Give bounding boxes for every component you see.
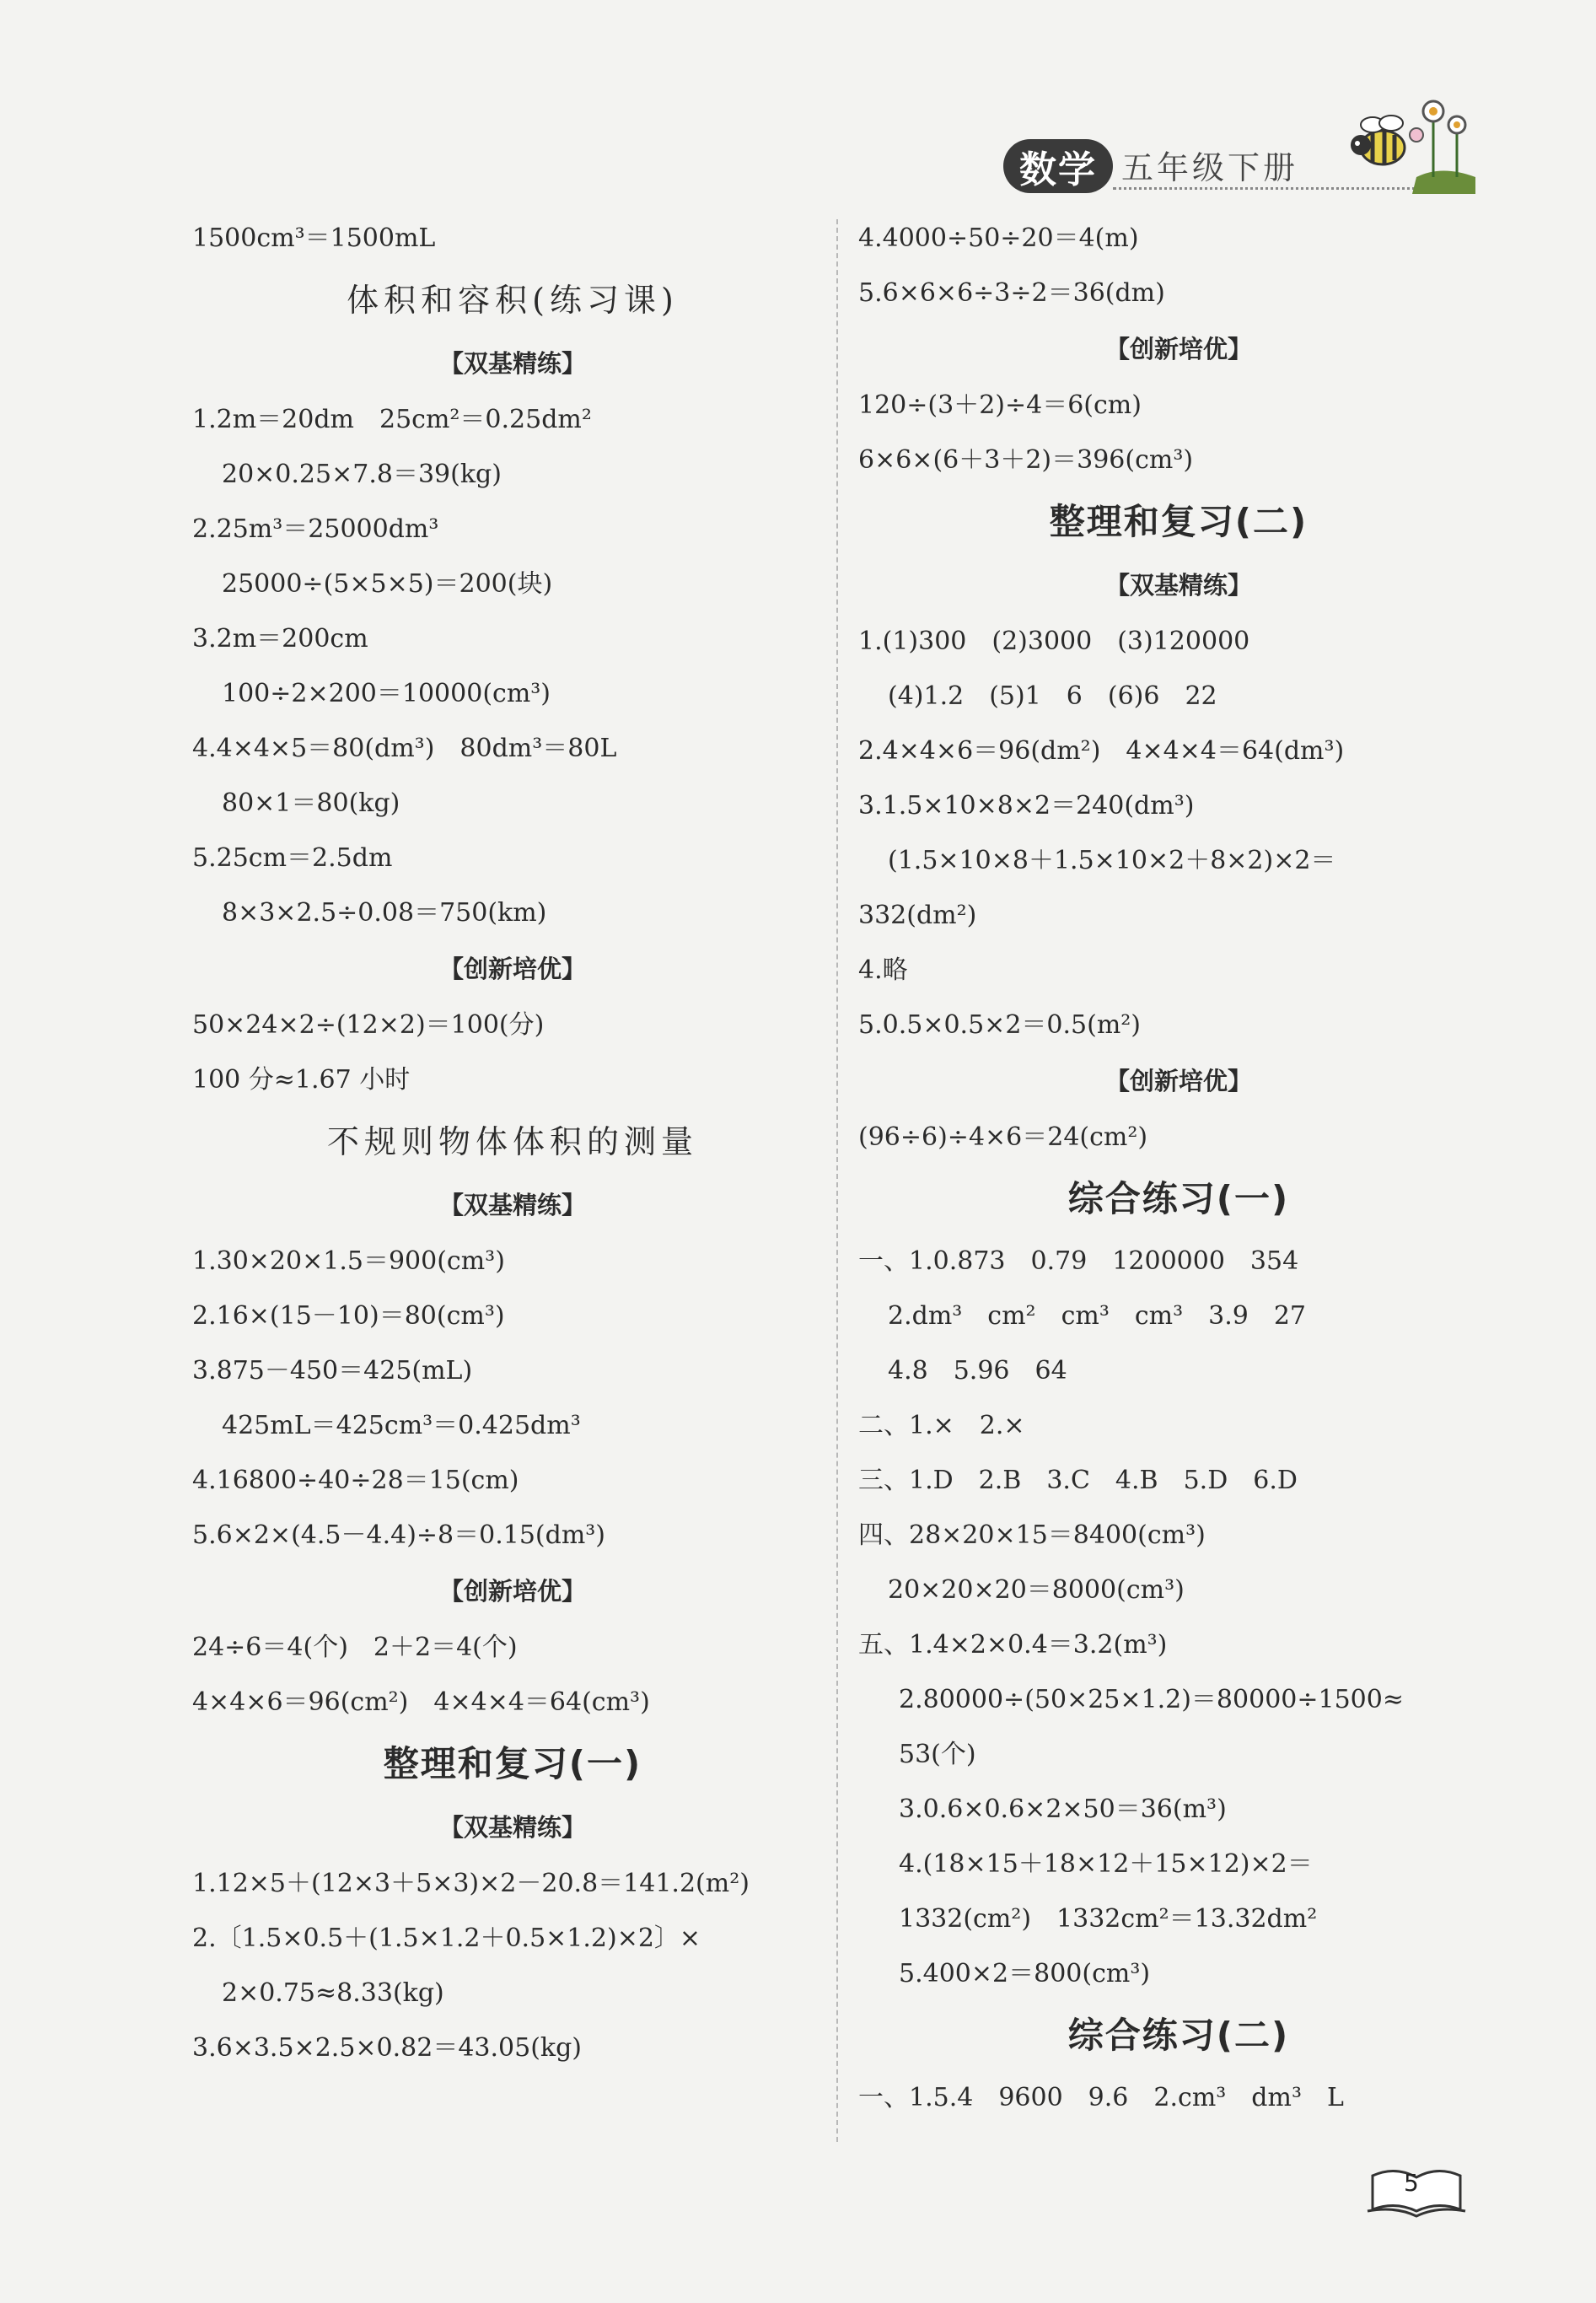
bee-flower-icon (1332, 84, 1484, 202)
answer-line: 80×1＝80(kg) (222, 788, 400, 818)
answer-line: 24÷6＝4(个) 2＋2＝4(个) (192, 1633, 518, 1662)
answer-line: 二、1.× 2.× (858, 1411, 1025, 1440)
answer-line: 2.4×4×6＝96(dm²) 4×4×4＝64(dm³) (858, 736, 1345, 766)
answer-line: 2.80000÷(50×25×1.2)＝80000÷1500≈ (899, 1685, 1404, 1714)
answer-line: 100 分≈1.67 小时 (192, 1065, 411, 1095)
section-title: 综合练习(一) (1067, 1178, 1290, 1219)
answer-line: 1500cm³＝1500mL (192, 223, 436, 253)
answer-line: 1.(1)300 (2)3000 (3)120000 (858, 627, 1250, 656)
answer-line: 5.400×2＝800(cm³) (899, 1959, 1151, 1988)
subsection-heading: 【双基精练】 (438, 1191, 586, 1219)
subsection-heading: 【双基精练】 (438, 1813, 586, 1842)
answer-line: 2×0.75≈8.33(kg) (222, 1978, 444, 2008)
answer-line: 一、1.0.873 0.79 1200000 354 (858, 1246, 1299, 1276)
answer-line: 6×6×(6＋3＋2)＝396(cm³) (858, 445, 1194, 475)
subsection-heading: 【创新培优】 (438, 955, 586, 983)
section-title: 整理和复习(二) (1049, 501, 1309, 542)
answer-line: 2.25m³＝25000dm³ (192, 514, 439, 544)
answer-line: 4.略 (858, 955, 908, 985)
answer-line: 3.6×3.5×2.5×0.82＝43.05(kg) (192, 2033, 583, 2063)
book-header (995, 93, 1484, 202)
answer-line: 2.dm³ cm² cm³ cm³ 3.9 27 (888, 1301, 1307, 1331)
answer-line: 100÷2×200＝10000(cm³) (222, 679, 551, 708)
answer-line: 1.30×20×1.5＝900(cm³) (192, 1246, 505, 1276)
answer-line: 20×20×20＝8000(cm³) (888, 1575, 1185, 1605)
answer-line: 5.25cm＝2.5dm (192, 843, 393, 873)
answer-line: 5.0.5×0.5×2＝0.5(m²) (858, 1010, 1141, 1040)
answer-line: 3.875－450＝425(mL) (192, 1356, 473, 1386)
answer-line: 4.8 5.96 64 (888, 1356, 1067, 1386)
subject-badge: 数学 (1003, 139, 1113, 193)
answer-line: (1.5×10×8＋1.5×10×2＋8×2)×2＝ (888, 846, 1336, 875)
answer-line: 三、1.D 2.B 3.C 4.B 5.D 6.D (858, 1466, 1298, 1495)
column-divider (836, 219, 840, 2142)
answer-line: 120÷(3＋2)÷4＝6(cm) (858, 390, 1142, 420)
answer-line: 8×3×2.5÷0.08＝750(km) (222, 898, 547, 928)
answer-line: 25000÷(5×5×5)＝200(块) (222, 569, 553, 599)
answer-line: 五、1.4×2×0.4＝3.2(m³) (858, 1630, 1168, 1660)
answer-line: 3.1.5×10×8×2＝240(dm³) (858, 791, 1195, 821)
answer-line: 20×0.25×7.8＝39(kg) (222, 460, 502, 489)
answer-line: 1332(cm²) 1332cm²＝13.32dm² (899, 1904, 1318, 1934)
answer-line: 3.0.6×0.6×2×50＝36(m³) (899, 1795, 1227, 1824)
answer-line: 4×4×6＝96(cm²) 4×4×4＝64(cm³) (192, 1687, 650, 1717)
answer-line: 332(dm²) (858, 901, 977, 930)
section-title: 整理和复习(一) (383, 1743, 642, 1784)
answer-line: (96÷6)÷4×6＝24(cm²) (858, 1122, 1148, 1152)
answer-line: 2.〔1.5×0.5＋(1.5×1.2＋0.5×1.2)×2〕× (192, 1924, 701, 1953)
subsection-heading: 【双基精练】 (438, 349, 586, 378)
answer-line: 50×24×2÷(12×2)＝100(分) (192, 1010, 545, 1040)
answer-line: 4.16800÷40÷28＝15(cm) (192, 1466, 519, 1495)
section-title: 综合练习(二) (1067, 2015, 1290, 2056)
answer-line: 4.(18×15＋18×12＋15×12)×2＝ (899, 1849, 1313, 1879)
subsection-heading: 【创新培优】 (1104, 1067, 1252, 1095)
page-number: 5 (1404, 2169, 1419, 2197)
section-title: 不规则物体体积的测量 (326, 1123, 698, 1160)
grade-label: 五年级下册 (1121, 149, 1299, 186)
section-title: 体积和容积(练习课) (347, 282, 679, 319)
answer-line: 一、1.5.4 9600 9.6 2.cm³ dm³ L (858, 2083, 1344, 2112)
answer-line: 4.4000÷50÷20＝4(m) (858, 223, 1139, 253)
answer-line: 5.6×2×(4.5－4.4)÷8＝0.15(dm³) (192, 1520, 606, 1550)
answer-line: (4)1.2 (5)1 6 (6)6 22 (888, 681, 1217, 711)
answer-line: 4.4×4×5＝80(dm³) 80dm³＝80L (192, 734, 617, 763)
answer-line: 425mL＝425cm³＝0.425dm³ (222, 1411, 581, 1440)
subsection-heading: 【创新培优】 (438, 1577, 586, 1606)
answer-line: 四、28×20×15＝8400(cm³) (858, 1520, 1206, 1550)
answer-line: 1.12×5＋(12×3＋5×3)×2－20.8＝141.2(m²) (192, 1869, 750, 1898)
page-number-badge (1366, 2159, 1467, 2218)
answer-line: 3.2m＝200cm (192, 624, 368, 654)
answer-line: 2.16×(15－10)＝80(cm³) (192, 1301, 505, 1331)
answer-line: 1.2m＝20dm 25cm²＝0.25dm² (192, 405, 592, 434)
left-column (192, 211, 833, 2075)
answer-line: 53(个) (899, 1740, 976, 1769)
answer-line: 5.6×6×6÷3÷2＝36(dm) (858, 278, 1165, 308)
subsection-heading: 【双基精练】 (1104, 571, 1252, 600)
subsection-heading: 【创新培优】 (1104, 335, 1252, 363)
right-column (858, 211, 1499, 2125)
